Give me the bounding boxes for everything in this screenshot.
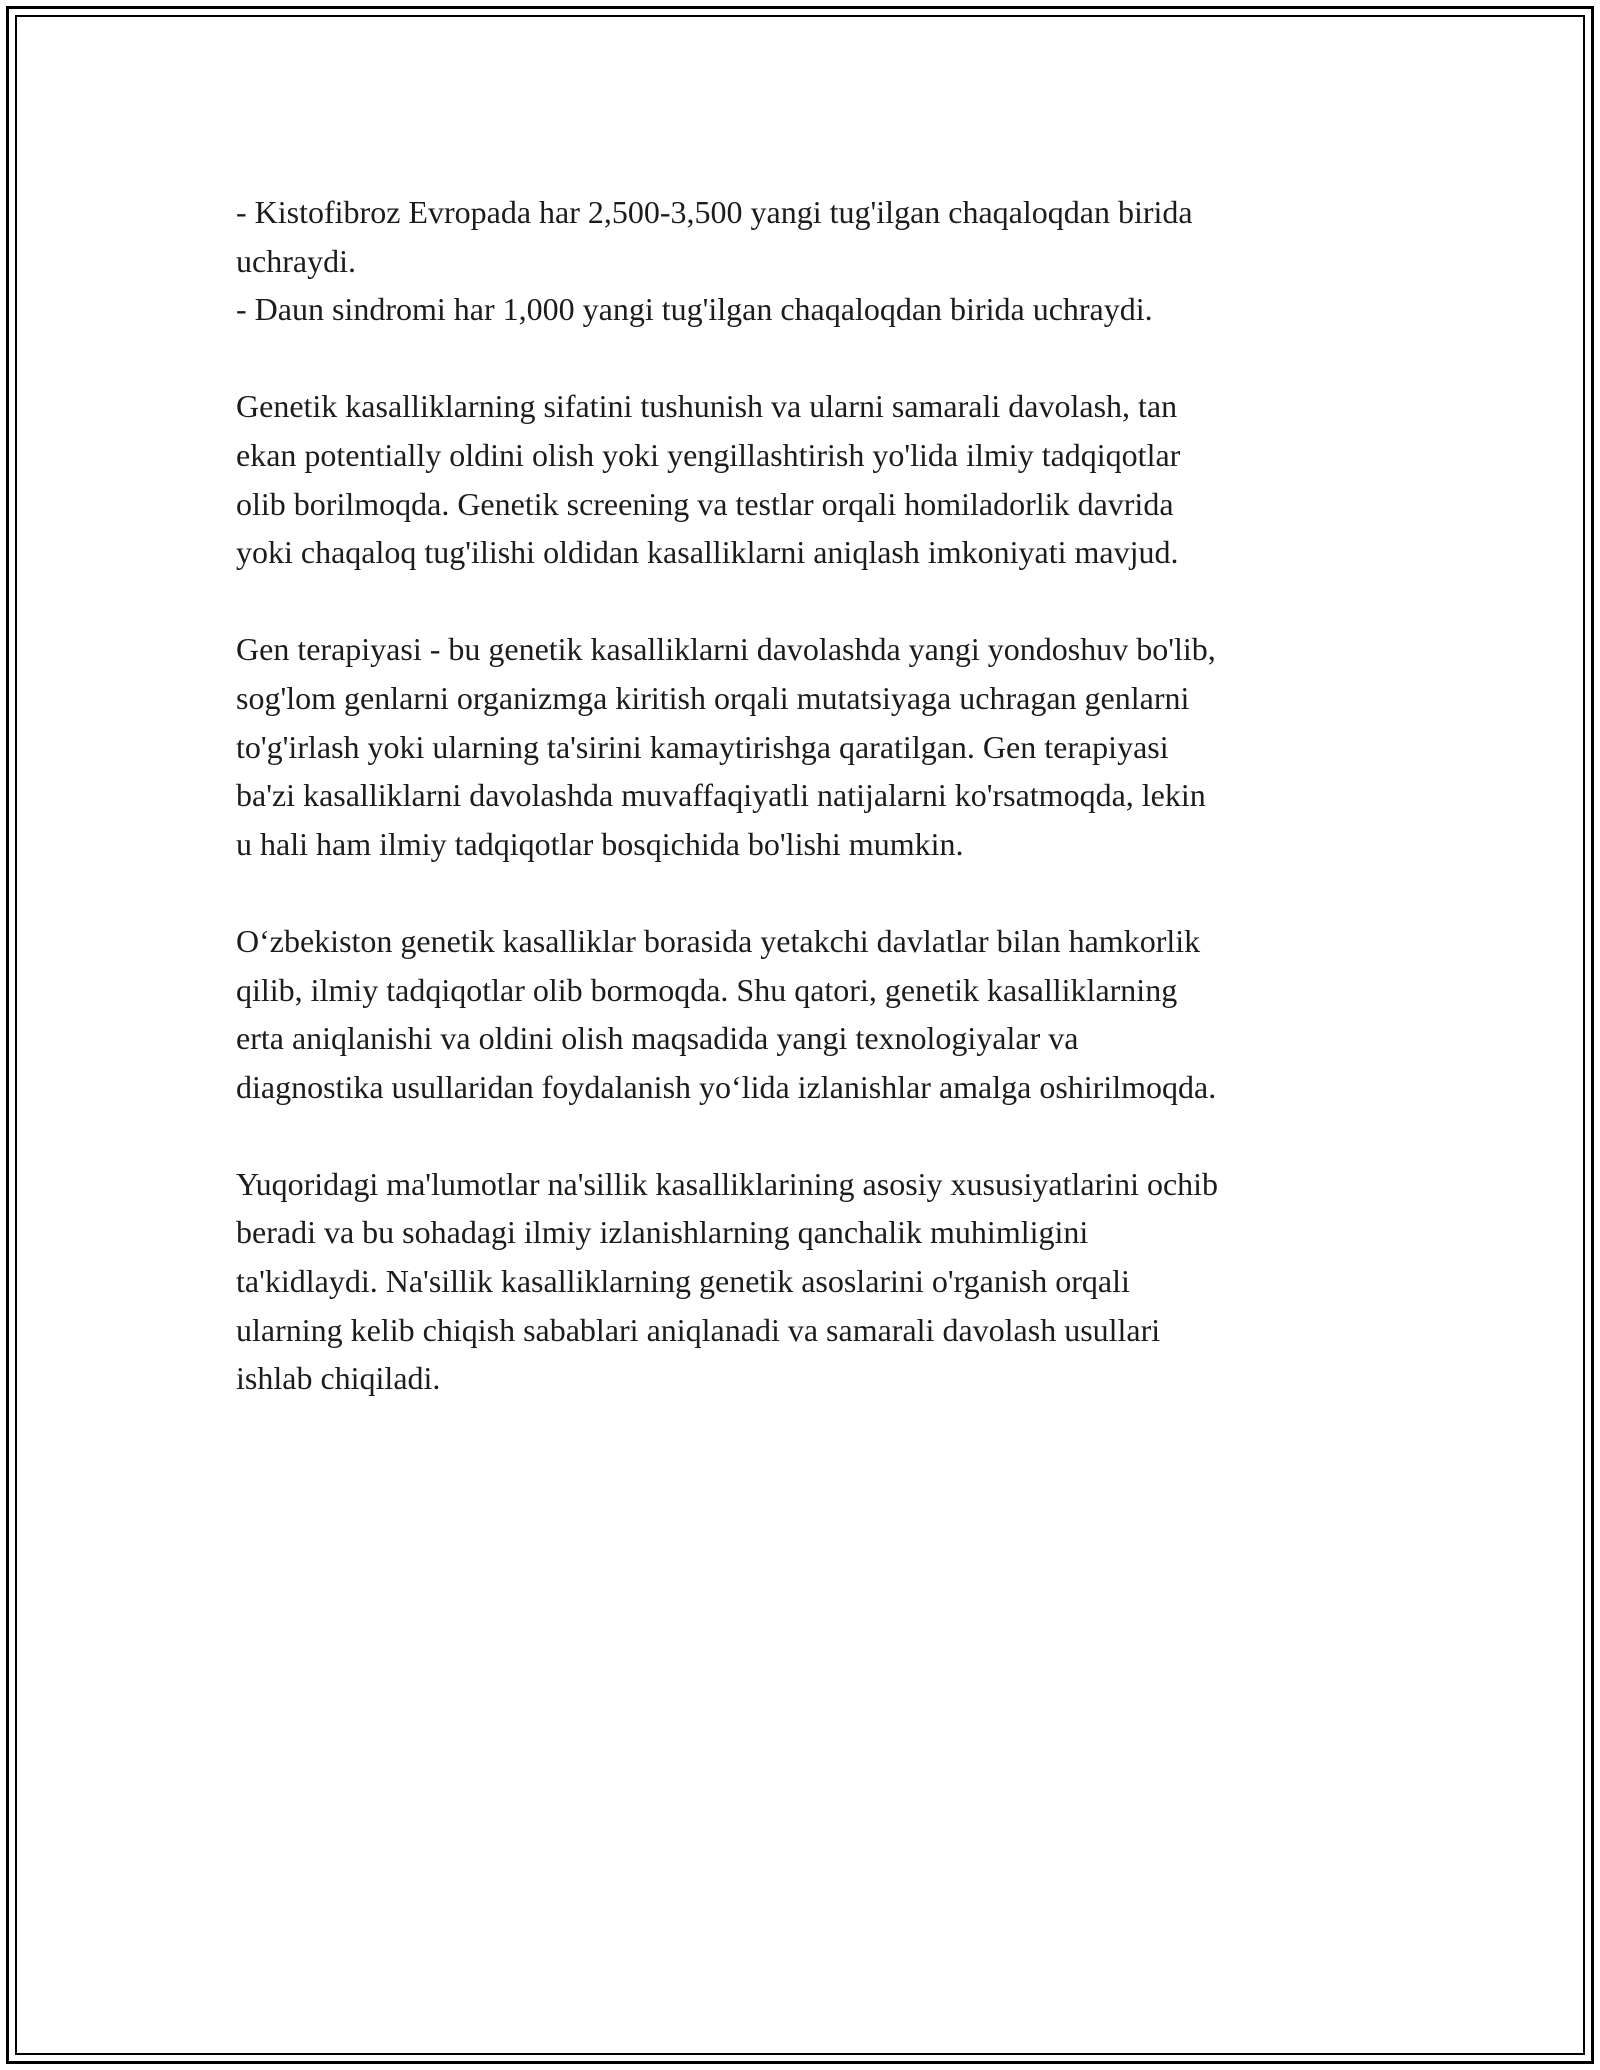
paragraph-gene-therapy [236, 625, 1406, 868]
paragraph-line: u hali ham ilmiy tadqiqotlar bosqichida bo'lishi mumkin. [236, 825, 964, 862]
list-item-line: - Daun sindromi har 1,000 yangi tug'ilgan chaqaloqdan birida uchraydi. [236, 291, 1153, 328]
paragraph-line: beradi va bu sohadagi ilmiy izlanishlarning qanchalik muhimligini [236, 1214, 1089, 1251]
paragraph-line: ba'zi kasalliklarni davolashda muvaffaqiyatli natijalarni ko'rsatmoqda, lekin [236, 777, 1206, 814]
document-body [236, 188, 1406, 1451]
paragraph-line: olib borilmoqda. Genetik screening va testlar orqali homiladorlik davrida [236, 485, 1174, 522]
paragraph-line: sog'lom genlarni organizmga kiritish orqali mutatsiyaga uchragan genlarni [236, 679, 1190, 716]
paragraph-line: qilib, ilmiy tadqiqotlar olib bormoqda. Shu qatori, genetik kasalliklarning [236, 971, 1178, 1008]
paragraph-line: erta aniqlanishi va oldini olish maqsadida yangi texnologiyalar va [236, 1020, 1079, 1057]
paragraph-line: diagnostika usullaridan foydalanish yo‘lida izlanishlar amalga oshirilmoqda. [236, 1068, 1217, 1105]
list-item-line: uchraydi. [236, 242, 356, 279]
statistics-list [236, 188, 1406, 334]
paragraph-genetic-research [236, 382, 1406, 576]
paragraph-line: to'g'irlash yoki ularning ta'sirini kamaytirishga qaratilgan. Gen terapiyasi [236, 728, 1169, 765]
paragraph-line: ta'kidlaydi. Na'sillik kasalliklarning genetik asoslarini o'rganish orqali [236, 1263, 1130, 1300]
paragraph-conclusion [236, 1160, 1406, 1403]
paragraph-line: O‘zbekiston genetik kasalliklar borasida yetakchi davlatlar bilan hamkorlik [236, 922, 1201, 959]
paragraph-line: ishlab chiqiladi. [236, 1360, 441, 1397]
paragraph-line: Gen terapiyasi - bu genetik kasalliklarni davolashda yangi yondoshuv bo'lib, [236, 631, 1216, 668]
paragraph-line: Genetik kasalliklarning sifatini tushunish va ularni samarali davolash, tan [236, 388, 1178, 425]
paragraph-line: ekan potentially oldini olish yoki yengillashtirish yo'lida ilmiy tadqiqotlar [236, 436, 1181, 473]
paragraph-line: ularning kelib chiqish sabablari aniqlanadi va samarali davolash usullari [236, 1311, 1161, 1348]
paragraph-line: yoki chaqaloq tug'ilishi oldidan kasalliklarni aniqlash imkoniyati mavjud. [236, 534, 1179, 571]
list-item-line: - Kistofibroz Evropada har 2,500-3,500 yangi tug'ilgan chaqaloqdan birida [236, 194, 1193, 230]
paragraph-line: Yuqoridagi ma'lumotlar na'sillik kasalliklarining asosiy xususiyatlarini ochib [236, 1165, 1219, 1202]
paragraph-uzbekistan [236, 917, 1406, 1111]
